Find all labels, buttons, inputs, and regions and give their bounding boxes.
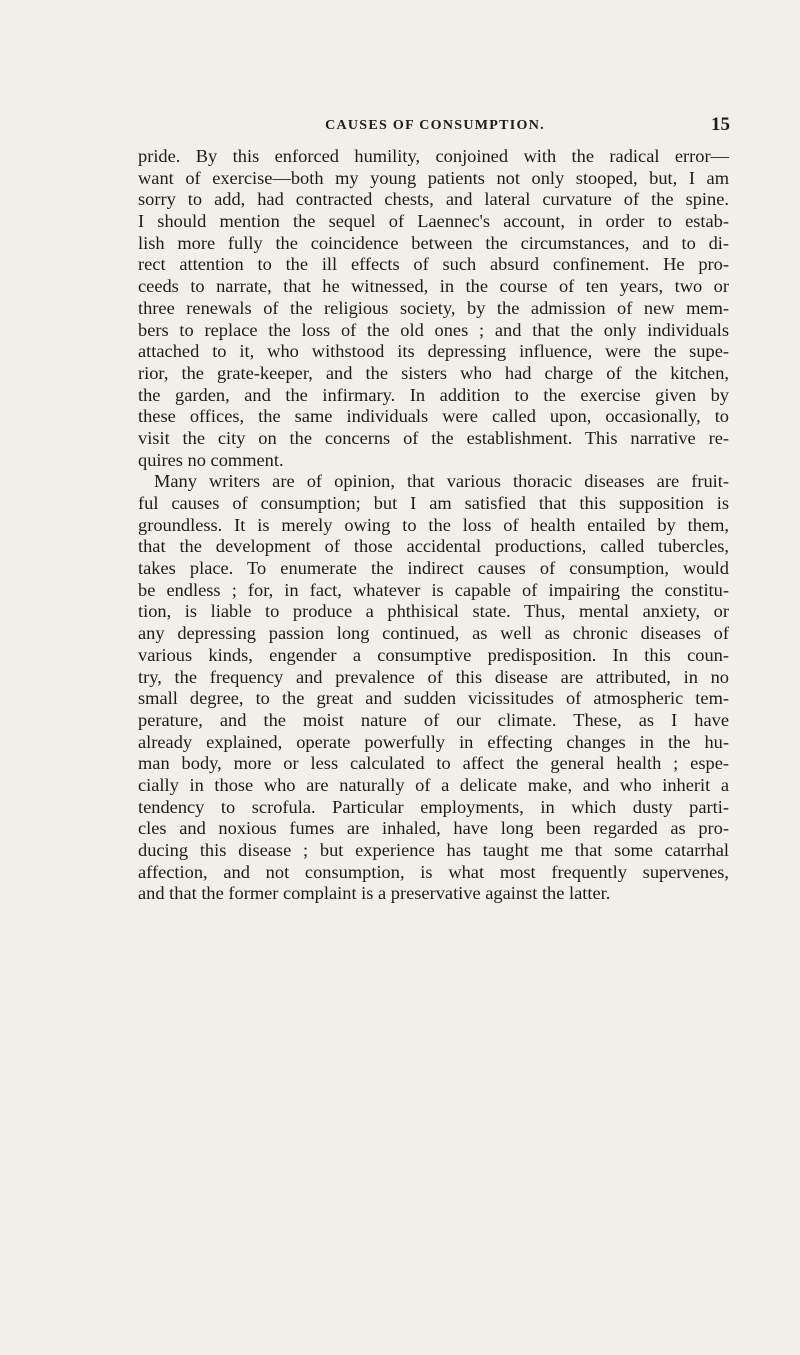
running-title: CAUSES OF CONSUMPTION.	[325, 118, 545, 133]
text-line: be endless ; for, in fact, whatever is capable of impairing the constitu-	[138, 579, 729, 600]
text-line: already explained, operate powerfully in effecting changes in the hu-	[138, 731, 729, 752]
text-line: bers to replace the loss of the old ones ; and that the only individuals	[138, 319, 729, 340]
text-line: sorry to add, had contracted chests, and lateral curvature of the spine.	[138, 189, 729, 210]
text-line: takes place. To enumerate the indirect causes of consumption, would	[138, 558, 729, 579]
text-line: perature, and the moist nature of our climate. These, as I have	[138, 709, 729, 730]
text-line: and that the former complaint is a preservative against the latter.	[138, 883, 611, 904]
text-line: lish more fully the coincidence between the circumstances, and to di-	[138, 232, 729, 253]
paragraph-start-line: Many writers are of opinion, that various thoracic diseases are fruit-	[154, 471, 729, 492]
text-line: these offices, the same individuals were called upon, occasionally, to	[138, 406, 729, 427]
text-line: want of exercise—both my young patients not only stooped, but, I am	[138, 167, 729, 188]
text-line: various kinds, engender a consumptive predisposition. In this coun-	[138, 644, 729, 665]
text-line: rior, the grate-keeper, and the sisters who had charge of the kitchen,	[138, 362, 729, 383]
running-head	[140, 116, 730, 136]
text-line: that the development of those accidental productions, called tubercles,	[138, 536, 729, 557]
text-line: ceeds to narrate, that he witnessed, in the course of ten years, two or	[138, 276, 729, 297]
text-line: small degree, to the great and sudden vicissitudes of atmospheric tem-	[138, 688, 729, 709]
text-line: tion, is liable to produce a phthisical state. Thus, mental anxiety, or	[138, 601, 729, 622]
text-line: visit the city on the concerns of the establishment. This narrative re-	[138, 427, 729, 448]
text-line: pride. By this enforced humility, conjoined with the radical error—	[138, 146, 729, 166]
text-line: cles and noxious fumes are inhaled, have long been regarded as pro-	[138, 818, 729, 839]
text-line: affection, and not consumption, is what most frequently supervenes,	[138, 861, 729, 882]
page-number: 15	[711, 114, 730, 135]
text-line: ful causes of consumption; but I am satisfied that this supposition is	[138, 493, 729, 513]
text-line: any depressing passion long continued, as well as chronic diseases of	[138, 623, 729, 644]
text-line: cially in those who are naturally of a delicate make, and who inherit a	[138, 774, 729, 795]
text-line: ducing this disease ; but experience has taught me that some catarrhal	[138, 840, 729, 860]
text-line: tendency to scrofula. Particular employments, in which dusty parti-	[138, 796, 729, 817]
text-line: rect attention to the ill effects of such absurd confinement. He pro-	[138, 254, 729, 275]
text-line: the garden, and the infirmary. In addition to the exercise given by	[138, 384, 729, 405]
text-line: quires no comment.	[138, 449, 284, 470]
text-line: three renewals of the religious society, by the admission of new mem-	[138, 297, 729, 318]
text-line: I should mention the sequel of Laennec's account, in order to estab-	[138, 211, 729, 232]
text-line: man body, more or less calculated to affect the general health ; espe-	[138, 753, 729, 774]
text-line: attached to it, who withstood its depressing influence, were the supe-	[138, 341, 729, 362]
text-line: try, the frequency and prevalence of this disease are attributed, in no	[138, 666, 729, 687]
body-text	[138, 146, 729, 905]
text-line: groundless. It is merely owing to the loss of health entailed by them,	[138, 514, 729, 535]
